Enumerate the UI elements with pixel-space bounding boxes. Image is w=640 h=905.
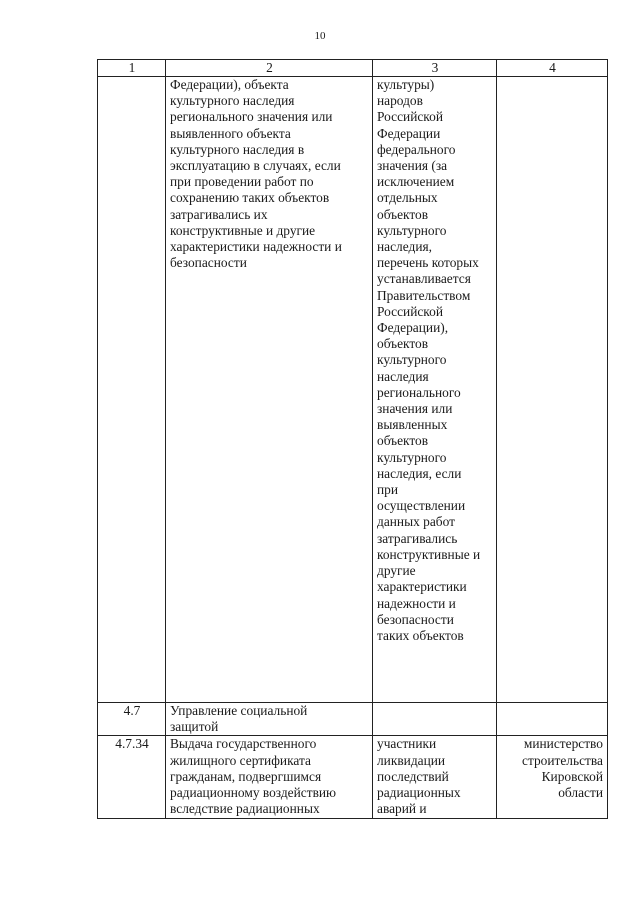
cell-text-line: характеристики bbox=[377, 579, 467, 595]
cell-text-line: значения или bbox=[377, 401, 453, 417]
cell-text-line: Российской bbox=[377, 303, 443, 319]
cell-text-line: гражданам, подвергшимся bbox=[170, 768, 322, 784]
recipient-category bbox=[373, 703, 497, 736]
cell-text-line: конструктивные и другие bbox=[170, 222, 316, 238]
table-row bbox=[98, 77, 608, 703]
cell-text-line: объектов bbox=[377, 336, 429, 352]
service-description bbox=[166, 703, 373, 736]
cell-text-line: строительства bbox=[522, 752, 603, 768]
cell-text-line: сохранению таких объектов bbox=[170, 190, 330, 206]
cell-text-line: безопасности bbox=[377, 611, 454, 627]
cell-text-line: выявленных bbox=[377, 417, 448, 433]
cell-text-line: устанавливается bbox=[377, 271, 471, 287]
cell-text-line: вследствие радиационных bbox=[170, 801, 320, 817]
cell-text-line: эксплуатацию в случаях, если bbox=[170, 158, 341, 174]
cell-text-line: затрагивались bbox=[377, 530, 458, 546]
page-number: 10 bbox=[314, 30, 326, 42]
cell-text-line: наследия bbox=[377, 368, 429, 384]
cell-text-line: Федерации bbox=[377, 125, 441, 141]
cell-text-line: отдельных bbox=[377, 190, 438, 206]
header-cell-2: 2 bbox=[166, 60, 373, 77]
cell-text-line: культурного bbox=[377, 352, 447, 368]
cell-text-line: наследия, если bbox=[377, 465, 462, 481]
cell-text-line: аварий и bbox=[377, 801, 427, 817]
cell-text-line: объектов bbox=[377, 433, 429, 449]
cell-text-line: Федерации), объекта bbox=[170, 77, 289, 92]
cell-text-line: безопасности bbox=[170, 255, 247, 271]
cell-text-line: радиационному воздействию bbox=[170, 785, 337, 801]
header-cell-1: 1 bbox=[98, 60, 166, 77]
cell-text-line: Федерации), bbox=[377, 320, 449, 336]
cell-text-line: федерального bbox=[377, 141, 456, 157]
responsible-agency bbox=[497, 703, 608, 736]
cell-text-line: культурного bbox=[377, 222, 447, 238]
cell-text-line: культурного наследия bbox=[170, 93, 295, 109]
cell-text-line: при проведении работ по bbox=[170, 174, 314, 190]
cell-text-line: ликвидации bbox=[377, 752, 446, 768]
row-number: 4.7.34 bbox=[98, 736, 166, 819]
cell-text-line: регионального bbox=[377, 384, 461, 400]
cell-text-line: защитой bbox=[170, 719, 219, 735]
cell-text-line: последствий bbox=[377, 768, 449, 784]
cell-text-line: культуры) bbox=[377, 77, 435, 92]
cell-text-line: Управление социальной bbox=[170, 703, 308, 718]
cell-text-line: Выдача государственного bbox=[170, 736, 317, 752]
cell-text-line: Российской bbox=[377, 109, 443, 125]
header-cell-3: 3 bbox=[373, 60, 497, 77]
cell-text-line: надежности и bbox=[377, 595, 456, 611]
recipient-category bbox=[373, 736, 497, 819]
row-number: 4.7 bbox=[98, 703, 166, 736]
cell-text-line: Правительством bbox=[377, 287, 471, 303]
table-header-row bbox=[98, 60, 608, 77]
service-description bbox=[166, 736, 373, 819]
cell-text-line: перечень которых bbox=[377, 255, 479, 271]
cell-text-line: осуществлении bbox=[377, 498, 466, 514]
cell-text-line: исключением bbox=[377, 174, 455, 190]
cell-text-line: министерство bbox=[523, 736, 603, 752]
cell-text-line: жилищного сертификата bbox=[170, 752, 311, 768]
cell-text-line: регионального значения или bbox=[170, 109, 333, 125]
cell-text-line: другие bbox=[377, 563, 416, 579]
cell-text-line: области bbox=[558, 785, 603, 801]
cell-text-line: радиационных bbox=[377, 785, 461, 801]
cell-text-line: народов bbox=[377, 93, 423, 109]
cell-text-line: наследия, bbox=[377, 239, 432, 255]
responsible-agency bbox=[497, 77, 608, 703]
cell-text-line: участники bbox=[377, 736, 437, 752]
recipient-category bbox=[373, 77, 497, 703]
cell-text-line: данных работ bbox=[377, 514, 455, 530]
cell-text-line: культурного наследия в bbox=[170, 141, 305, 157]
cell-text-line: при bbox=[377, 482, 399, 498]
cell-text-line: выявленного объекта bbox=[170, 125, 291, 141]
cell-text-line: культурного bbox=[377, 449, 447, 465]
table-row bbox=[98, 736, 608, 819]
responsible-agency bbox=[497, 736, 608, 819]
cell-text-line: Кировской bbox=[541, 768, 603, 784]
cell-text-line: конструктивные и bbox=[377, 546, 481, 562]
document-table bbox=[97, 59, 608, 819]
row-number bbox=[98, 77, 166, 703]
cell-text-line: характеристики надежности и bbox=[170, 239, 342, 255]
cell-text-line: таких объектов bbox=[377, 627, 464, 643]
cell-text-line: затрагивались их bbox=[170, 206, 268, 222]
cell-text-line: объектов bbox=[377, 206, 429, 222]
cell-text-line: значения (за bbox=[377, 158, 448, 174]
service-description bbox=[166, 77, 373, 703]
header-cell-4: 4 bbox=[497, 60, 608, 77]
table-row bbox=[98, 703, 608, 736]
